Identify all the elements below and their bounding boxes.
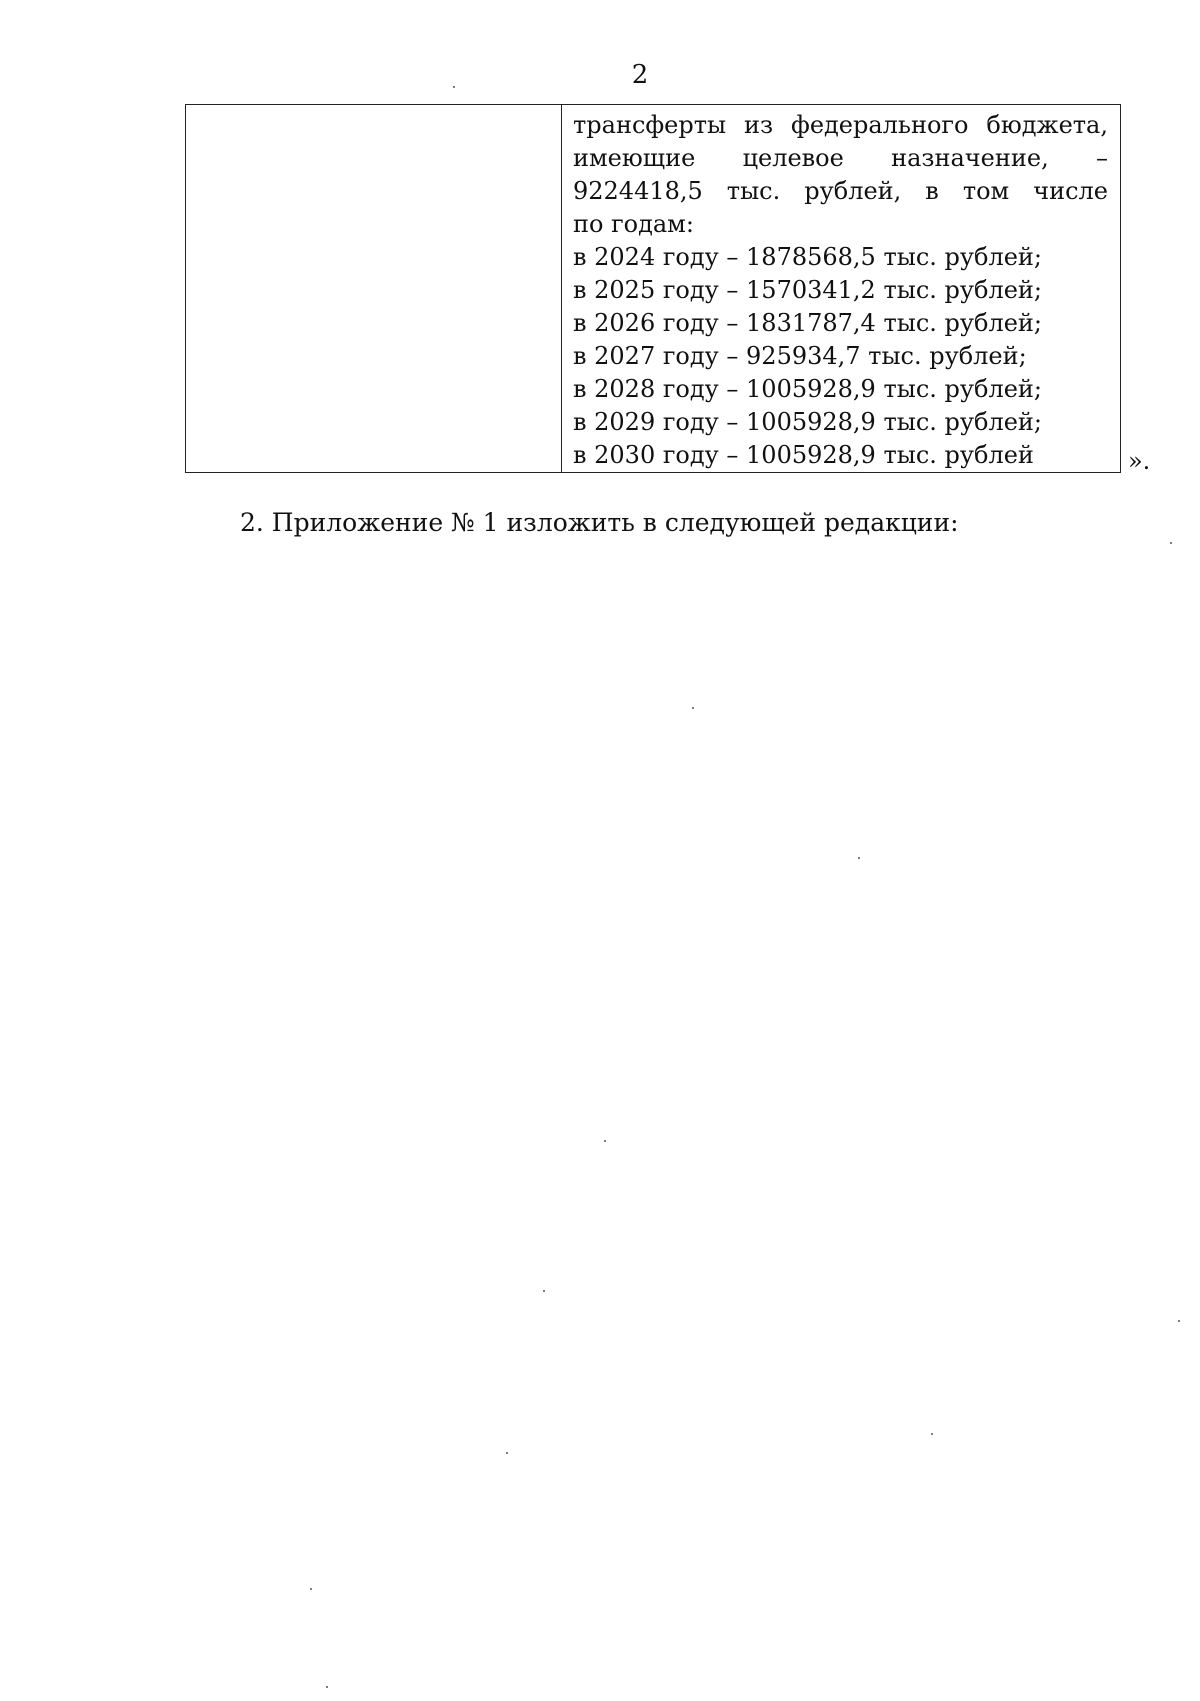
- table-cell-right-financing: [562, 105, 1120, 472]
- scan-speck: [858, 857, 860, 859]
- financing-line: по годам:: [573, 210, 694, 238]
- scan-speck: [931, 1433, 933, 1435]
- financing-year-line: в 2026 году – 1831787,4 тыс. рублей;: [573, 309, 1042, 337]
- paragraph-item-2: 2. Приложение № 1 изложить в следующей редакции:: [240, 508, 959, 537]
- financing-year-line: в 2030 году – 1005928,9 тыс. рублей: [573, 441, 1034, 469]
- scan-speck: [310, 1588, 312, 1590]
- scan-speck: [692, 707, 694, 709]
- scan-speck: [604, 1140, 606, 1142]
- scan-speck: [453, 86, 455, 88]
- financing-line: имеющие целевое назначение, –: [573, 144, 1108, 172]
- financing-year-line: в 2029 году – 1005928,9 тыс. рублей;: [573, 408, 1042, 436]
- scan-speck: [1170, 542, 1172, 544]
- scan-speck: [1178, 1320, 1180, 1322]
- scan-speck: [506, 1452, 508, 1454]
- financing-year-line: в 2028 году – 1005928,9 тыс. рублей;: [573, 375, 1042, 403]
- table-cell-left-empty: [186, 105, 562, 472]
- financing-year-line: в 2027 году – 925934,7 тыс. рублей;: [573, 342, 1027, 370]
- scan-speck: [543, 1290, 545, 1292]
- financing-line: 9224418,5 тыс. рублей, в том числе: [573, 177, 1108, 205]
- financing-line: трансферты из федерального бюджета,: [573, 111, 1108, 139]
- financing-year-line: в 2024 году – 1878568,5 тыс. рублей;: [573, 243, 1042, 271]
- closing-quote-mark: ».: [1128, 447, 1151, 475]
- scan-speck: [326, 1686, 328, 1688]
- financing-year-line: в 2025 году – 1570341,2 тыс. рублей;: [573, 276, 1042, 304]
- page-number: 2: [631, 60, 649, 90]
- passport-table-fragment: [185, 104, 1121, 473]
